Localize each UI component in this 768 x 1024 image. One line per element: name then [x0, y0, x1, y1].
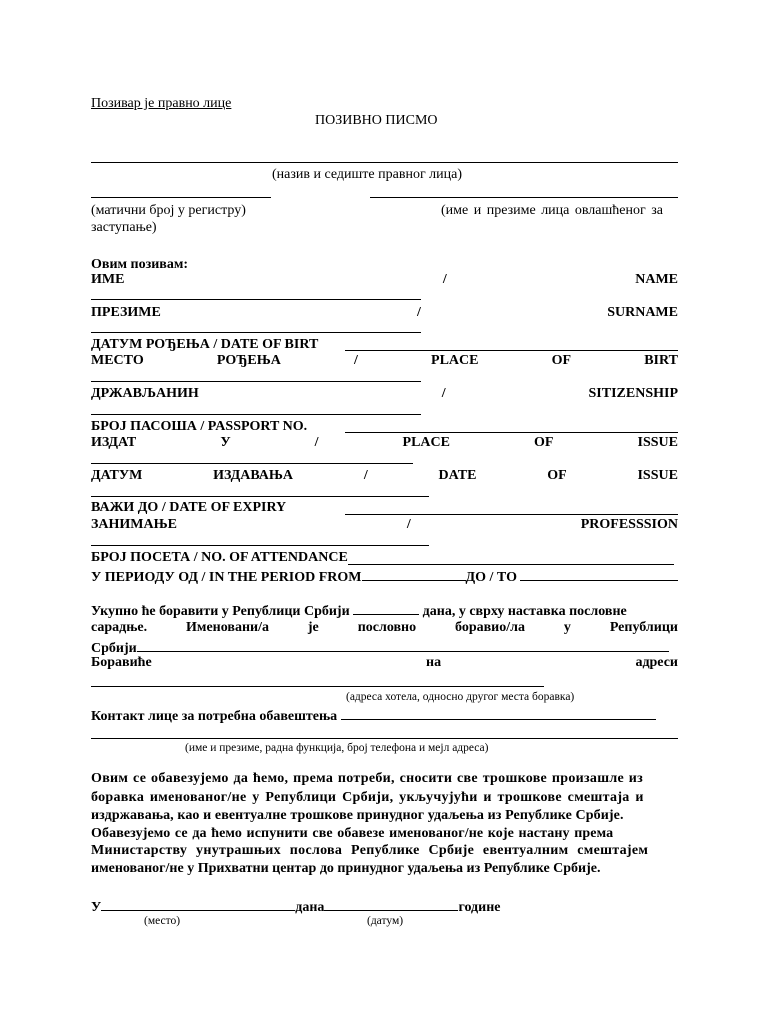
surname-field-line[interactable]: [91, 332, 421, 333]
address-hint: (адреса хотела, односно другог места боравка): [346, 691, 575, 703]
passport-label: БРОЈ ПАСОША / PASSPORT NO.: [91, 419, 308, 434]
profession-label-en: PROFESSSION: [580, 517, 678, 532]
obligation-line: Овим се обавезујемо да ћемо, према потреби, сносити све трошкове произашле из: [91, 771, 644, 786]
sign-year-label: године: [458, 900, 501, 915]
address-field-line[interactable]: [91, 686, 544, 687]
registry-number-line[interactable]: [91, 197, 271, 198]
issue-date-word-5: ISSUE: [637, 468, 678, 483]
name-field-line[interactable]: [91, 299, 421, 300]
pob-word-4: OF: [551, 353, 572, 368]
contact-field[interactable]: [341, 706, 656, 720]
stay-line-4: [91, 655, 678, 671]
stay-serbia-label: Србији: [91, 641, 137, 656]
issue-date-word-2: ИЗДАВАЊА: [213, 468, 294, 483]
period-to-field[interactable]: [520, 567, 678, 581]
issued-word-4: OF: [534, 435, 554, 450]
name-label-sr: ИМЕ: [91, 272, 125, 287]
period-row: [91, 567, 681, 583]
slash: /: [417, 305, 421, 320]
surname-label-sr: ПРЕЗИМЕ: [91, 305, 161, 320]
issue-date-word-3: DATE: [438, 468, 477, 483]
stay-word: сарадње.: [91, 620, 148, 635]
stay-purpose-label: дана, у сврху наставка пословне: [422, 604, 627, 619]
stay-word: пословно: [357, 620, 417, 635]
issued-word-2: У: [220, 435, 231, 450]
issue-date-word-1: ДАТУМ: [91, 468, 143, 483]
issue-date-field-line[interactable]: [91, 496, 429, 497]
obligation-line: Обавезујемо се да ћемо испунити све обавезе именованог/не које настану према: [91, 826, 614, 841]
slash: /: [442, 272, 447, 287]
date-hint: (датум): [367, 915, 404, 927]
name-row: [91, 272, 678, 288]
representative-hint-cont: заступање): [91, 220, 157, 235]
stay-line-2: [91, 620, 678, 636]
name-label-en: NAME: [635, 272, 678, 287]
stay-word: боравио/ла: [455, 620, 525, 635]
invite-intro: Овим позивам:: [91, 257, 189, 272]
representative-hint: (име и презиме лица овлашћеног за: [441, 203, 663, 218]
stay-word: је: [307, 620, 319, 635]
obligation-line: именованог/не у Прихватни центар до принудног удаљења из Републике Србије.: [91, 861, 601, 876]
sign-in-label: У: [91, 900, 102, 915]
period-from-field[interactable]: [362, 567, 466, 581]
issued-word-3: PLACE: [402, 435, 450, 450]
document-title: ПОЗИВНО ПИСМО: [315, 113, 438, 128]
stay-total-label: Укупно ће боравити у Републици Србији: [91, 604, 350, 619]
period-to-label: ДО / ТО: [465, 570, 517, 585]
pob-word-1: МЕСТО: [91, 353, 144, 368]
expiry-field-line[interactable]: [345, 514, 678, 515]
surname-label-en: SURNAME: [607, 305, 678, 320]
slash: /: [363, 468, 368, 483]
dob-label: ДАТУМ РОЂЕЊА / DATE OF BIRT: [91, 337, 319, 352]
issued-word-5: ISSUE: [637, 435, 678, 450]
expiry-label: ВАЖИ ДО / DATE OF EXPIRY: [91, 500, 287, 515]
company-name-line[interactable]: [91, 162, 678, 163]
surname-row: [91, 305, 678, 321]
citizenship-field-line[interactable]: [91, 414, 421, 415]
stay-word: Именовани/а: [186, 620, 269, 635]
place-hint: (место): [144, 915, 181, 927]
attendance-field-line[interactable]: [348, 564, 674, 565]
citizenship-label-sr: ДРЖАВЉАНИН: [91, 386, 199, 401]
company-name-hint: (назив и седиште правног лица): [272, 167, 463, 182]
inviter-type-label: Позивар је правно лице: [91, 96, 232, 111]
sign-day-label: дана: [295, 900, 325, 915]
obligation-line: Министарству унутрашњих послова Републике Србије евентуалним смештајем: [91, 843, 649, 858]
stay-word: адреси: [635, 655, 678, 670]
issued-in-row: [91, 435, 678, 451]
pob-word-5: BIRT: [644, 353, 678, 368]
contact-details-line[interactable]: [91, 738, 678, 739]
issued-in-field-line[interactable]: [91, 463, 413, 464]
stay-previous-field[interactable]: [137, 638, 669, 652]
pob-word-2: РОЂЕЊА: [216, 353, 281, 368]
stay-word: на: [426, 655, 442, 670]
registry-number-hint: (матични број у регистру): [91, 203, 246, 218]
obligation-line: издржавања, као и евентуалне трошкове принудног удаљења из Републике Србије.: [91, 808, 624, 823]
stay-word: Републици: [609, 620, 678, 635]
stay-line-3: [91, 638, 681, 654]
pob-row: [91, 353, 678, 369]
passport-field-line[interactable]: [345, 432, 678, 433]
signature-row: [91, 897, 551, 913]
pob-word-3: PLACE: [431, 353, 479, 368]
slash: /: [441, 386, 446, 401]
contact-hint: (име и презиме, радна функција, број телефона и мејл адреса): [185, 742, 489, 754]
issued-word-1: ИЗДАТ: [91, 435, 137, 450]
stay-line-1: [91, 601, 681, 617]
slash: /: [354, 353, 358, 368]
stay-days-field[interactable]: [353, 601, 419, 615]
dob-field-line[interactable]: [345, 350, 678, 351]
profession-row: [91, 517, 678, 533]
pob-field-line[interactable]: [91, 381, 421, 382]
issue-date-row: [91, 468, 678, 484]
slash: /: [406, 517, 411, 532]
citizenship-row: [91, 386, 678, 402]
contact-label: Контакт лице за потребна обавештења: [91, 709, 338, 724]
obligation-line: боравка именованог/не у Републици Србији, укључујући и трошкове смештаја и: [91, 790, 644, 805]
period-from-label: У ПЕРИОДУ ОД / IN THE PERIOD FROM: [91, 570, 362, 585]
sign-place-field[interactable]: [101, 897, 295, 911]
stay-word: у: [563, 620, 571, 635]
citizenship-label-en: SITIZENSHIP: [588, 386, 678, 401]
stay-word: Боравиће: [91, 655, 152, 670]
profession-label-sr: ЗАНИМАЊЕ: [91, 517, 177, 532]
slash: /: [314, 435, 319, 450]
contact-row: [91, 706, 681, 722]
profession-field-line[interactable]: [91, 545, 429, 546]
issue-date-word-4: OF: [547, 468, 567, 483]
representative-line[interactable]: [370, 197, 678, 198]
attendance-label: БРОЈ ПОСЕТА / NO. OF ATTENDANCE: [91, 550, 348, 565]
sign-date-field[interactable]: [324, 897, 458, 911]
